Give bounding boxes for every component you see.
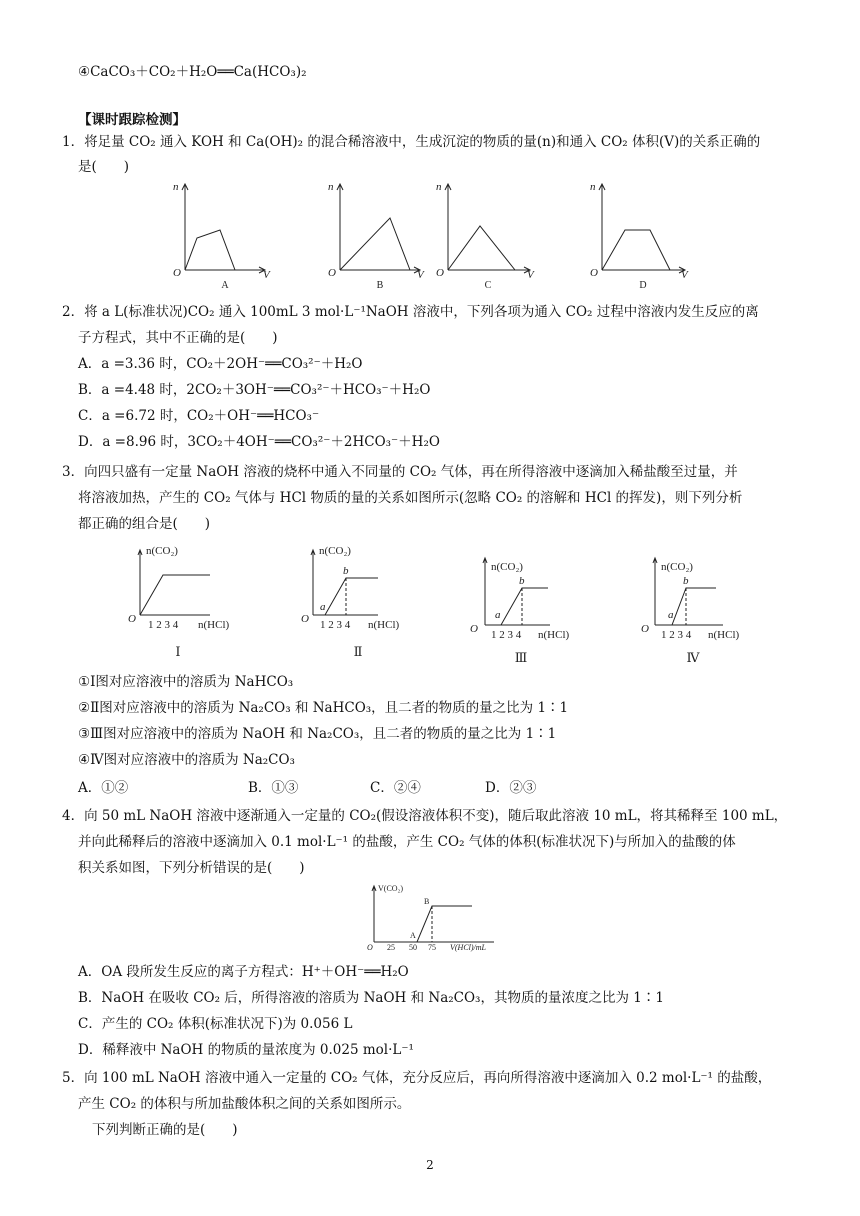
q3-g4-roman: Ⅳ xyxy=(686,650,700,665)
q3-g2-xlabel: n(HCl) xyxy=(368,619,400,631)
q4-stem-line1: 4．向 50 mL NaOH 溶液中逐渐通入一定量的 CO₂(假设溶液体积不变)，随后取此溶液 10 mL，将其稀释至 100 mL， xyxy=(62,808,788,824)
q1-stem-line2: 是( ) xyxy=(78,159,130,175)
q4-option-c: C．产生的 CO₂ 体积(标准状况下)为 0.056 L xyxy=(78,1016,353,1032)
q4-tick-75: 75 xyxy=(428,943,436,952)
q4-stem-line2: 并向此稀释后的溶液中逐滴加入 0.1 mol·L⁻¹ 的盐酸，产生 CO₂ 气体的体积(标准状况下)与所加入的盐酸的体 xyxy=(78,834,736,850)
q3-g3-roman: Ⅲ xyxy=(514,650,528,665)
q1-stem-line1: 1．将足量 CO₂ 通入 KOH 和 Ca(OH)₂ 的混合稀溶液中，生成沉淀的物质的量(n)和通入 CO₂ 体积(V)的关系正确的 xyxy=(62,134,761,150)
q3-g2-roman: Ⅱ xyxy=(353,644,363,659)
q3-g2-a: a xyxy=(320,601,326,613)
q1-c-xlabel: V xyxy=(527,269,534,281)
q3-statement-2: ②Ⅱ图对应溶液中的溶质为 Na₂CO₃ 和 NaHCO₃，且二者的物质的量之比为 1∶1 xyxy=(78,700,569,716)
q1-b-label: B xyxy=(376,280,384,290)
q3-stem-line2: 将溶液加热，产生的 CO₂ 气体与 HCl 物质的量的关系如图所示(忽略 CO₂ 的溶解和 HCl 的挥发)，则下列分析 xyxy=(78,490,743,506)
q2-stem-line1: 2．将 a L(标准状况)CO₂ 通入 100mL 3 mol·L⁻¹NaOH 溶液中，下列各项为通入 CO₂ 过程中溶液内发生反应的离 xyxy=(62,304,759,320)
q3-g3-b: b xyxy=(519,575,525,587)
q1-a-origin: O xyxy=(173,267,181,279)
q3-g2-ylabel: n(CO₂) xyxy=(319,545,351,557)
q3-statement-4: ④Ⅳ图对应溶液中的溶质为 Na₂CO₃ xyxy=(78,752,295,768)
q3-g4-b: b xyxy=(683,575,689,587)
q4-option-b: B．NaOH 在吸收 CO₂ 后，所得溶液的溶质为 NaOH 和 Na₂CO₃，其物质的量浓度之比为 1∶1 xyxy=(78,990,664,1006)
q3-g2-origin: O xyxy=(301,613,309,625)
q1-c-label: C xyxy=(484,280,492,290)
q1-a-label: A xyxy=(221,280,229,290)
q5-stem-line1: 5．向 100 mL NaOH 溶液中通入一定量的 CO₂ 气体，充分反应后，再向所得溶液中逐滴加入 0.2 mol·L⁻¹ 的盐酸， xyxy=(62,1070,772,1086)
q3-g3-ylabel: n(CO₂) xyxy=(491,561,523,573)
q4-option-d: D．稀释液中 NaOH 的物质的量浓度为 0.025 mol·L⁻¹ xyxy=(78,1042,414,1058)
q4-tick-25: 25 xyxy=(387,943,395,952)
q4-point-a: A xyxy=(410,931,416,940)
equation-line: ④CaCO₃＋CO₂＋H₂O══Ca(HCO₃)₂ xyxy=(78,64,307,80)
q3-option-a: A．①② xyxy=(78,780,129,796)
q2-stem-line2: 子方程式，其中不正确的是( ) xyxy=(78,330,278,346)
q5-stem-line3: 下列判断正确的是( ) xyxy=(92,1122,238,1138)
q1-b-origin: O xyxy=(328,267,336,279)
q1-a-ylabel: n xyxy=(173,181,179,193)
q4-ylabel: V(CO₂) xyxy=(378,884,404,893)
q1-c-origin: O xyxy=(436,267,444,279)
q3-g1-roman: Ⅰ xyxy=(175,644,181,659)
q3-g1-origin: O xyxy=(128,613,136,625)
q2-option-d: D．a =8.96 时，3CO₂＋4OH⁻══CO₃²⁻＋2HCO₃⁻＋H₂O xyxy=(78,434,440,450)
q4-option-a: A．OA 段所发生反应的离子方程式：H⁺＋OH⁻══H₂O xyxy=(78,964,409,980)
q5-stem-line2: 产生 CO₂ 的体积与所加盐酸体积之间的关系如图所示。 xyxy=(78,1096,411,1112)
q1-d-origin: O xyxy=(590,267,598,279)
q3-g3-xlabel: n(HCl) xyxy=(538,629,570,641)
q1-d-ylabel: n xyxy=(590,181,596,193)
q3-g4-a: a xyxy=(668,609,674,621)
q1-c-ylabel: n xyxy=(436,181,442,193)
q3-g2-ticks: 1 2 3 4 xyxy=(320,619,351,631)
q3-g4-origin: O xyxy=(641,623,649,635)
q3-stem-line3: 都正确的组合是( ) xyxy=(78,516,211,532)
q3-g1-ylabel: n(CO₂) xyxy=(146,545,178,557)
q3-g4-ticks: 1 2 3 4 xyxy=(661,629,692,641)
q1-graphs xyxy=(165,178,705,290)
q4-tick-50: 50 xyxy=(409,943,417,952)
q1-b-xlabel: V xyxy=(417,269,424,281)
q3-statement-3: ③Ⅲ图对应溶液中的溶质为 NaOH 和 Na₂CO₃，且二者的物质的量之比为 1∶1 xyxy=(78,726,557,742)
q3-graphs xyxy=(118,540,778,670)
q4-graph xyxy=(362,880,502,960)
q3-stem-line1: 3．向四只盛有一定量 NaOH 溶液的烧杯中通入不同量的 CO₂ 气体，再在所得溶液中逐滴加入稀盐酸至过量，并 xyxy=(62,464,738,480)
q1-b-ylabel: n xyxy=(328,181,334,193)
section-title: 【课时跟踪检测】 xyxy=(78,112,186,128)
q2-option-a: A．a =3.36 时，CO₂＋2OH⁻══CO₃²⁻＋H₂O xyxy=(78,356,363,372)
q3-g1-xlabel: n(HCl) xyxy=(198,619,230,631)
q3-option-c: C．②④ xyxy=(370,780,421,796)
q3-g3-a: a xyxy=(495,609,501,621)
q3-g2-b: b xyxy=(343,565,349,577)
q3-g3-origin: O xyxy=(470,623,478,635)
page-number: 2 xyxy=(426,1158,434,1172)
q2-option-c: C．a =6.72 时，CO₂＋OH⁻══HCO₃⁻ xyxy=(78,408,320,424)
q3-g3-ticks: 1 2 3 4 xyxy=(491,629,522,641)
q3-statement-1: ①Ⅰ图对应溶液中的溶质为 NaHCO₃ xyxy=(78,674,294,690)
q4-origin: O xyxy=(367,943,373,952)
q1-d-xlabel: V xyxy=(681,269,688,281)
q1-d-label: D xyxy=(639,280,647,290)
q4-point-b: B xyxy=(424,897,430,906)
q4-stem-line3: 积关系如图，下列分析错误的是( ) xyxy=(78,860,305,876)
q3-g4-xlabel: n(HCl) xyxy=(708,629,740,641)
q3-option-d: D．②③ xyxy=(485,780,537,796)
q2-option-b: B．a =4.48 时，2CO₂＋3OH⁻══CO₃²⁻＋HCO₃⁻＋H₂O xyxy=(78,382,431,398)
q3-g1-ticks: 1 2 3 4 xyxy=(148,619,179,631)
q3-option-b: B．①③ xyxy=(248,780,299,796)
q3-g4-ylabel: n(CO₂) xyxy=(661,561,693,573)
q1-a-xlabel: V xyxy=(263,269,270,281)
q4-xlabel: V(HCl)/mL xyxy=(450,943,486,952)
